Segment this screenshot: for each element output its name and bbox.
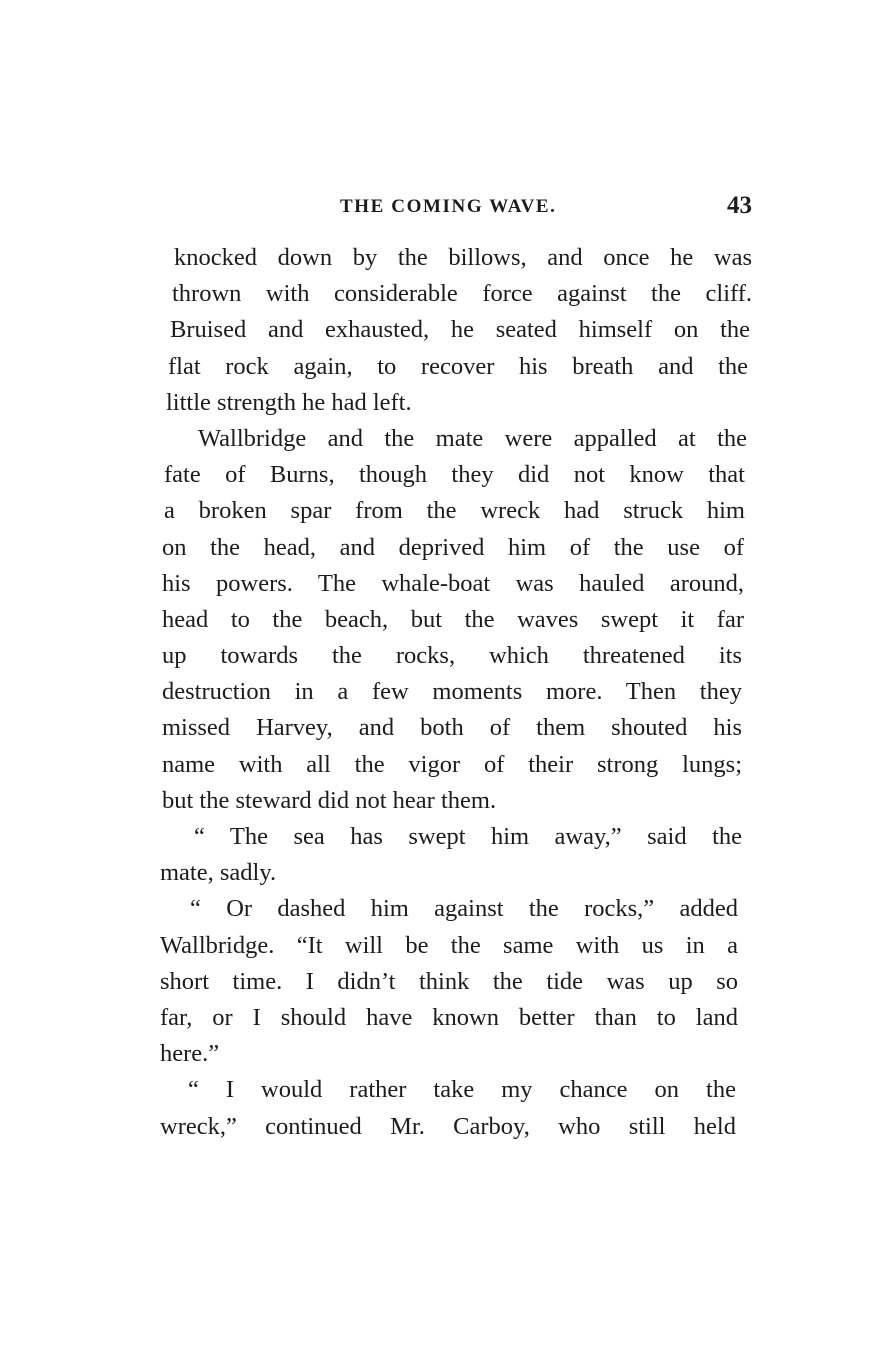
running-head: THE COMING WAVE. (340, 196, 557, 217)
text-line: “ I would rather take my chance on the (188, 1076, 736, 1104)
text-line: Bruised and exhausted, he seated himself on the (170, 316, 750, 344)
text-line: here.” (160, 1040, 220, 1068)
text-line: his powers. The whale-boat was hauled around, (162, 569, 744, 597)
text-line: thrown with considerable force against the cliff. (172, 280, 752, 308)
text-line: head to the beach, but the waves swept it far (162, 605, 744, 633)
text-line: missed Harvey, and both of them shouted his (162, 714, 742, 742)
text-line: up towards the rocks, which threatened its (162, 642, 742, 670)
text-line: Wallbridge and the mate were appalled at the (198, 424, 747, 452)
text-line: little strength he had left. (166, 388, 412, 416)
text-line: on the head, and deprived him of the use of (162, 533, 744, 561)
text-line: destruction in a few moments more. Then they (162, 678, 742, 706)
text-line: knocked down by the billows, and once he was (174, 244, 752, 271)
text-line: short time. I didn’t think the tide was up so (160, 967, 738, 995)
text-line: fate of Burns, though they did not know that (164, 461, 745, 489)
page-number: 43 (727, 192, 752, 219)
body-text (160, 240, 752, 1145)
text-line: but the steward did not hear them. (162, 786, 497, 814)
text-line: mate, sadly. (160, 859, 277, 887)
text-line: “ Or dashed him against the rocks,” added (190, 895, 738, 923)
text-line: name with all the vigor of their strong lungs; (162, 750, 742, 778)
text-line: Wallbridge. “It will be the same with us in a (160, 931, 738, 959)
text-line: wreck,” continued Mr. Carboy, who still held (160, 1112, 736, 1140)
text-line: a broken spar from the wreck had struck him (164, 497, 745, 525)
page-header (168, 192, 752, 222)
text-line: far, or I should have known better than to land (160, 1003, 738, 1031)
text-line: “ The sea has swept him away,” said the (194, 823, 742, 850)
text-line: flat rock again, to recover his breath and the (168, 352, 748, 380)
